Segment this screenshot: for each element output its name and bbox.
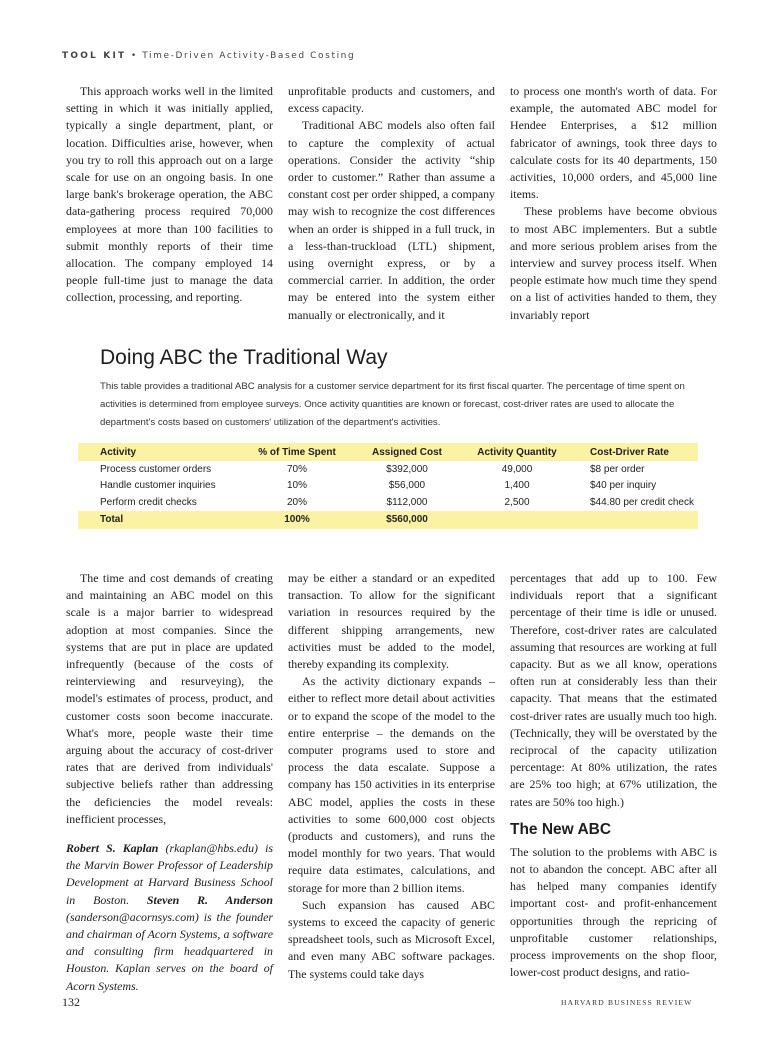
- column-header: Activity: [78, 443, 242, 461]
- box-title: Doing ABC the Traditional Way: [100, 346, 388, 369]
- author-name: Steven R. Anderson: [146, 892, 273, 907]
- top-column-3: [510, 83, 717, 324]
- table-cell: $56,000: [388, 480, 426, 492]
- table-row: [78, 478, 698, 495]
- paragraph: Such expansion has caused ABC systems to exceed the capacity of generic spreadsheet tools, such as Microsoft Excel, and even many ABC software packages. The systems could take days: [288, 897, 495, 981]
- table-cell: 1,400: [504, 480, 530, 492]
- table-row: [78, 494, 698, 511]
- column-header: Activity Quantity: [462, 443, 572, 461]
- paragraph: These problems have become obvious to most ABC implementers. But a subtle and more serious problem arises from the interview and survey process itself. When people estimate how much time they spend on a list of activities handed to them, they invariably report: [510, 204, 717, 322]
- paragraph: The time and cost demands of creating and maintaining an ABC model on this scale is a major barrier to widespread adoption at most companies. Since the systems that are put in place are updated infrequently (because of the costs of reinterviewing and resurveying), the model's estimates of process, product, and customer costs soon become inaccurate. What's more, people waste their time arguing about the accuracy of cost-driver rates that are derived from individuals' subjective beliefs rather than addressing the deficiencies the model reveals: inefficient processes,: [66, 571, 273, 826]
- column-header: % of Time Spent: [242, 443, 352, 461]
- box-description: This table provides a traditional ABC analysis for a customer service department for its first fiscal quarter. The percentage of time spent on activities is determined from employee surveys. Once activity quantities are known or forecast, cost-driver rates are used to allocate the department's costs based on customers' utilization of the department's activities.: [100, 381, 685, 428]
- abc-table: [78, 443, 698, 529]
- paragraph: This approach works well in the limited setting in which it was initially applied, typically a single department, plant, or location. Difficulties arise, however, when you try to roll this approach out on a large scale for use on an ongoing basis. In one large bank's brokerage operation, the ABC data-gathering process required 70,000 employees at more than 100 facilities to submit monthly reports of their time allocation. The company employed 14 people full-time just to manage the data collection, processing, and reporting.: [66, 84, 273, 305]
- table-cell: 10%: [286, 480, 307, 492]
- header-kit: TOOL KIT: [62, 51, 127, 61]
- paragraph: unprofitable products and customers, and excess capacity.: [288, 84, 495, 116]
- bottom-column-1: [66, 570, 273, 995]
- author-bio-text: (sanderson@acornsys.com) is the founder and chairman of Acorn Systems, a software and consulting firm headquartered in Houston. Kaplan serves on the board of Acorn Systems.: [66, 909, 273, 993]
- table-cell: Process customer orders: [100, 463, 212, 475]
- top-column-1: [66, 83, 273, 307]
- header-separator: •: [126, 51, 143, 61]
- author-name: Robert S. Kaplan: [66, 841, 159, 856]
- paragraph: percentages that add up to 100. Few individuals report that a significant percentage of their time is idle or unused. Therefore, cost-driver rates are calculated assuming that resources are working at full capacity. But as we all know, operations often run at considerably less than their capacity. That means that the estimated cost-driver rates are usually much too high. (Technically, they will be overstated by the reciprocal of the capacity utilization percentage: At 80% utilization, the rates are 25% too high; at 67% utilization, the rates are 50% too high.): [510, 571, 717, 809]
- table-header-row: [78, 443, 698, 461]
- column-header: Assigned Cost: [352, 443, 462, 461]
- table-cell: $40 per inquiry: [590, 480, 657, 492]
- table-cell: $560,000: [352, 511, 462, 529]
- table-cell: [572, 511, 698, 529]
- table-cell: $112,000: [386, 496, 428, 508]
- table-cell: 20%: [286, 496, 307, 508]
- top-column-2: [288, 83, 495, 324]
- paragraph: As the activity dictionary expands – either to reflect more detail about activities or to expand the scope of the model to the entire enterprise – the demands on the computer programs used to store and process the data escalate. Suppose a company has 150 activities in its enterprise ABC model, applies the costs in these activities to some 600,000 cost objects (products and customers), and runs the model monthly for two years. That would require data estimates, calculations, and storage for more than 2 billion items.: [288, 674, 495, 895]
- paragraph: The solution to the problems with ABC is not to abandon the concept. ABC after all has helped many companies identify important cost- and profit-enhancement opportunities through the repricing of unprofitable customer relationships, process improvements on the shop floor, lower-cost product designs, and ratio-: [510, 844, 717, 980]
- table-cell: Perform credit checks: [100, 496, 197, 508]
- table-cell: Handle customer inquiries: [100, 480, 216, 492]
- table-total-row: [78, 511, 698, 529]
- table-cell: Total: [78, 511, 242, 529]
- bottom-column-3: [510, 570, 717, 981]
- table-cell: [462, 511, 572, 529]
- running-header: [62, 51, 355, 61]
- table-cell: $44.80 per credit check: [590, 496, 694, 508]
- paragraph: Traditional ABC models also often fail to capture the complexity of actual operations. Consider the activity “ship order to customer.” Rather than assume a constant cost per order shipped, a company may wish to recognize the cost differences when an order is shipped in a full truck, in a less-than-truckload (LTL) shipment, using overnight express, or by a commercial carrier. In addition, the order may be entered into the system either manually or electronically, and it: [288, 118, 495, 322]
- publication-name: HARVARD BUSINESS REVIEW: [561, 998, 693, 1007]
- table-cell: $8 per order: [590, 463, 645, 475]
- table-cell: $392,000: [386, 463, 428, 475]
- column-header: Cost-Driver Rate: [572, 443, 698, 461]
- table-row: [78, 461, 698, 478]
- author-bio: [66, 840, 273, 995]
- author-bio-text: (rkaplan@hbs.edu) is the Marvin Bower Professor of Leadership Development at Harvard Business School in Boston.: [66, 841, 274, 907]
- paragraph: may be either a standard or an expedited transaction. To allow for the significant variation in resources required by the different shipping arrangements, new activities must be added to the model, thereby expanding its complexity.: [288, 571, 495, 672]
- section-heading: The New ABC: [510, 820, 612, 838]
- page-number: 132: [62, 995, 80, 1009]
- table-cell: 100%: [242, 511, 352, 529]
- table-cell: 2,500: [504, 496, 530, 508]
- table-cell: 49,000: [501, 463, 533, 475]
- table-cell: 70%: [286, 463, 307, 475]
- bottom-column-2: [288, 570, 495, 983]
- paragraph: to process one month's worth of data. For example, the automated ABC model for Hendee Enterprises, a $12 million fabricator of awnings, took three days to calculate costs for its 40 departments, 150 activities, 10,000 orders, and 45,000 line items.: [510, 84, 717, 202]
- header-subtitle: Time-Driven Activity-Based Costing: [142, 51, 356, 61]
